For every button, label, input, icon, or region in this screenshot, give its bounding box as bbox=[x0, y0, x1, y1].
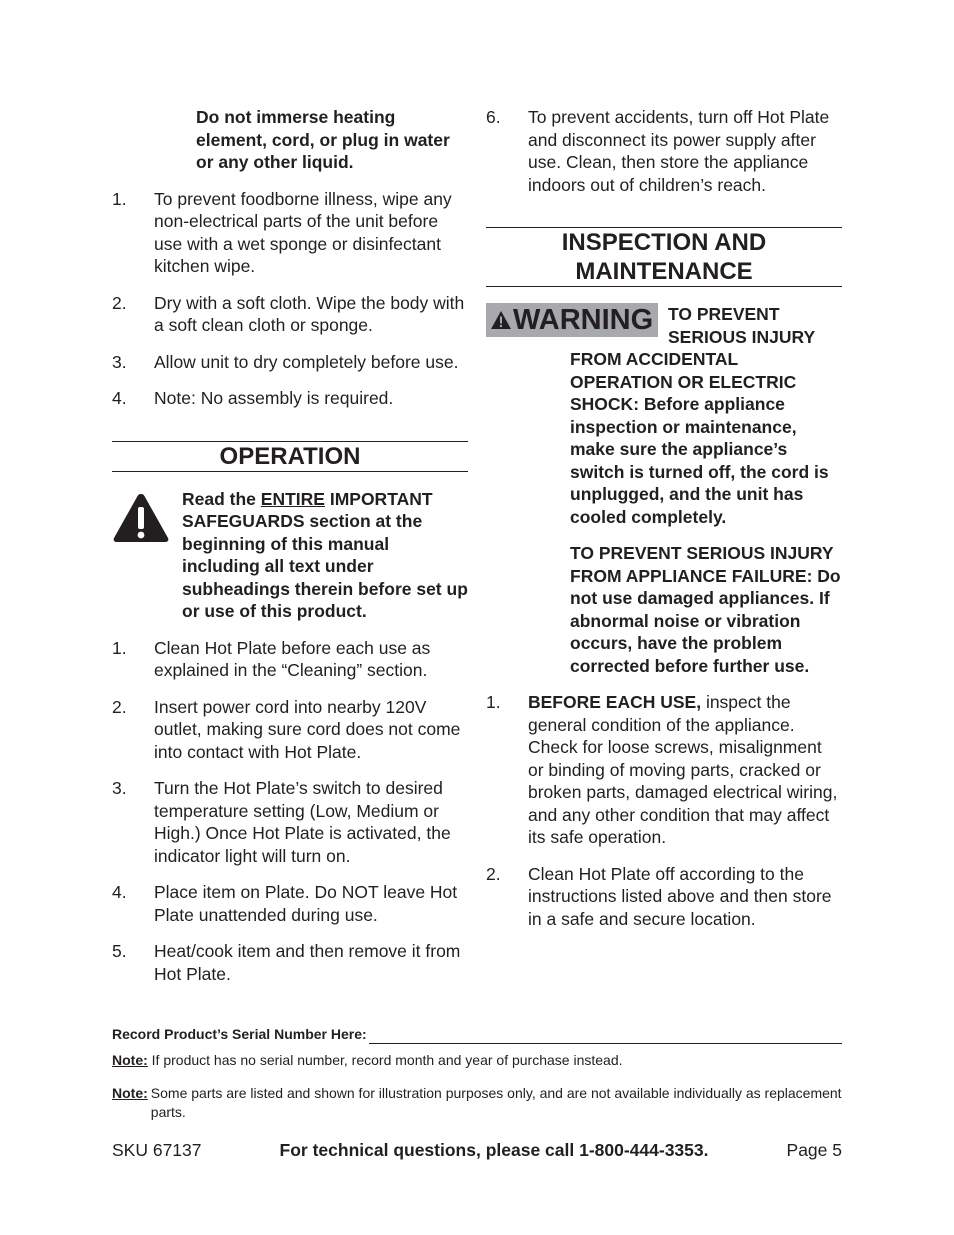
operation-heading: OPERATION bbox=[112, 441, 468, 472]
warning-block: WARNING TO PREVENT SERIOUS INJURY FROM ACCIDENTAL OPERATION OR ELECTRIC SHOCK: Before appliance inspection or maintenance, make sure the appliance’s switch is turned off, the cord is unplugged, and the unit has cooled completely. TO PREVENT SERIOUS INJURY FROM APPLIANCE FAILURE: Do not use damaged appliances. If abnormal noise or vibration occurs, have the problem corrected before further use. bbox=[486, 303, 842, 677]
list-item: 2. Clean Hot Plate off according to the instructions listed above and then store in a safe and secure location. bbox=[486, 863, 832, 929]
list-item: 3. Allow unit to dry completely before use. bbox=[112, 351, 459, 372]
page-number: Page 5 bbox=[786, 1140, 842, 1160]
serial-number-line bbox=[112, 1025, 842, 1044]
warning-triangle-icon bbox=[112, 492, 170, 544]
serial-number-field[interactable] bbox=[369, 1027, 842, 1044]
right-column bbox=[486, 106, 842, 930]
list-item: 2. Dry with a soft cloth. Wipe the body with a soft clean cloth or sponge. bbox=[112, 292, 465, 335]
list-item: 3. Turn the Hot Plate’s switch to desired temperature setting (Low, Medium or High.) Once Hot Plate is activated, the indicator light will turn on. bbox=[112, 778, 451, 866]
left-column bbox=[112, 106, 468, 985]
safety-notice: Read the ENTIRE IMPORTANT SAFEGUARDS section at the beginning of this manual including all text under subheadings therein before set up or use of this product. bbox=[112, 488, 468, 623]
note-parts: Note: Some parts are listed and shown for illustration purposes only, and are not available individually as replacement parts. bbox=[112, 1085, 842, 1120]
warning-label: WARNING bbox=[486, 303, 658, 337]
operation-list bbox=[112, 637, 468, 986]
list-item: 4. Note: No assembly is required. bbox=[112, 388, 394, 408]
list-item: 1. Clean Hot Plate before each use as explained in the “Cleaning” section. bbox=[112, 637, 431, 680]
note-serial: Note: If product has no serial number, record month and year of purchase instead. bbox=[112, 1052, 623, 1068]
inspection-maintenance-heading: INSPECTION AND MAINTENANCE bbox=[486, 227, 842, 287]
cleaning-list bbox=[112, 188, 468, 410]
entire-emphasis: ENTIRE bbox=[260, 488, 325, 509]
note-label: Note: bbox=[112, 1052, 148, 1068]
page-footer bbox=[112, 1139, 842, 1162]
warning-triangle-icon bbox=[490, 310, 512, 330]
tech-support-line: For technical questions, please call 1-800-444-3353. bbox=[279, 1140, 709, 1160]
list-item: 5. Heat/cook item and then remove it from Hot Plate. bbox=[112, 941, 461, 984]
note-label: Note: bbox=[112, 1085, 148, 1101]
maintenance-list bbox=[486, 691, 842, 930]
list-item: 4. Place item on Plate. Do NOT leave Hot Plate unattended during use. bbox=[112, 882, 458, 925]
list-item: 1. To prevent foodborne illness, wipe any non-electrical parts of the unit before use with a wet sponge or disinfectant kitchen wipe. bbox=[112, 188, 452, 276]
list-item: 2. Insert power cord into nearby 120V outlet, making sure cord does not come into contact with Hot Plate. bbox=[112, 696, 461, 762]
immersion-warning: Do not immerse heating element, cord, or plug in water or any other liquid. bbox=[196, 107, 450, 172]
list-item: 1. BEFORE EACH USE, inspect the general condition of the appliance. Check for loose screws, misalignment or binding of moving parts, cracked or broken parts, damaged electrical wiring, and any other condition that may affect its safe operation. bbox=[486, 692, 838, 847]
serial-number-label: Record Product’s Serial Number Here: bbox=[112, 1026, 367, 1042]
list-item: 6. To prevent accidents, turn off Hot Plate and disconnect its power supply after use. Clean, then store the appliance indoors out of children’s reach. bbox=[486, 107, 830, 195]
sku: SKU 67137 bbox=[112, 1140, 202, 1160]
